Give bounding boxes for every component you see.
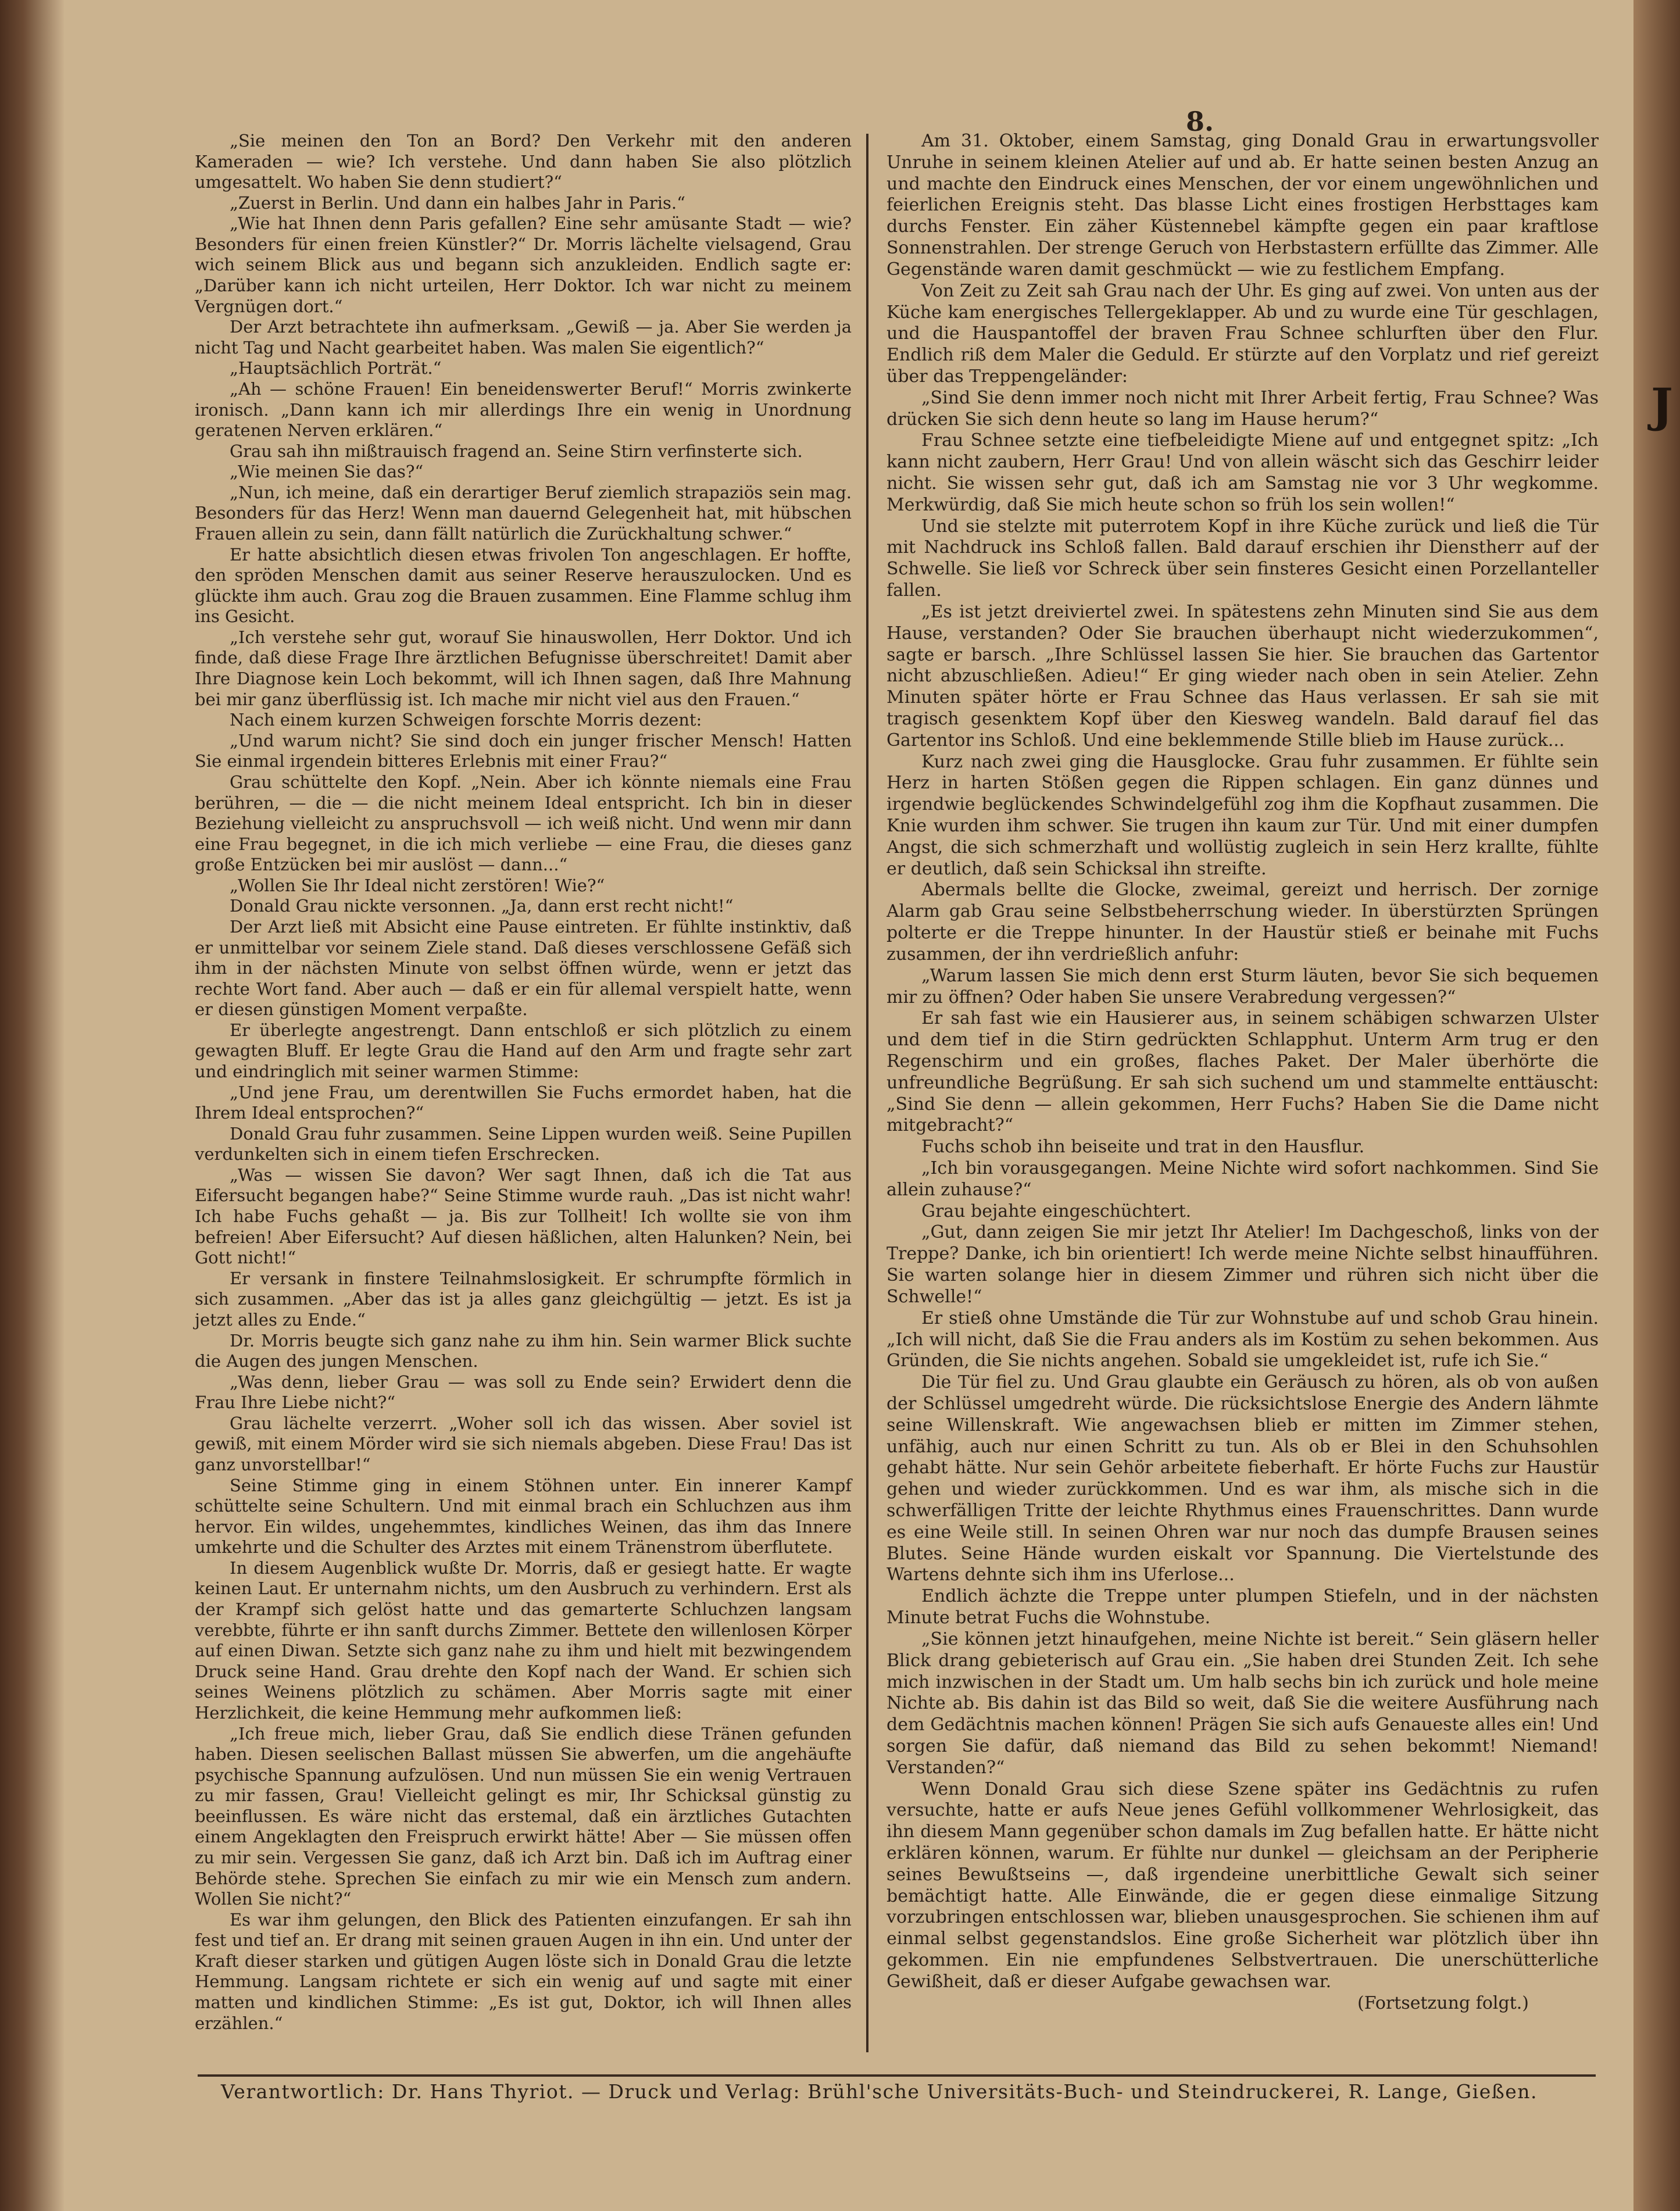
page-number: 8.: [1186, 106, 1214, 137]
paragraph: Er sah fast wie ein Hausierer aus, in seinem schäbigen schwarzen Ulster und dem tief in die Stirn gedrückten Schlapphut. Unterm Arm trug er den Regenschirm und ein großes, flaches Paket. Der Maler überhörte die unfreundliche Begrüßung. Er sah sich suchend um und stammelte enttäuscht: „Sind Sie denn — allein gekommen, Herr Fuchs? Haben Sie die Dame nicht mitgebracht?“: [887, 1008, 1599, 1136]
paragraph: Er überlegte angestrengt. Dann entschloß er sich plötzlich zu einem gewagten Bluff. Er legte Grau die Hand auf den Arm und fragte sehr zart und eindringlich mit seiner warmen Stimme:: [195, 1020, 852, 1082]
paragraph: „Und warum nicht? Sie sind doch ein junger frischer Mensch! Hatten Sie einmal irgendein bitteres Erlebnis mit einer Frau?“: [195, 730, 852, 771]
paragraph: „Ich verstehe sehr gut, worauf Sie hinauswollen, Herr Doktor. Und ich finde, daß diese Frage Ihre ärztlichen Befugnisse überschreitet! Damit aber Ihre Diagnose kein Loch bekommt, will ich Ihnen sagen, daß Ihre Mahnung bei mir ganz überflüssig ist. Ich mache mir nicht viel aus den Frauen.“: [195, 627, 852, 709]
paragraph: „Ah — schöne Frauen! Ein beneidenswerter Beruf!“ Morris zwinkerte ironisch. „Dann kann ich mir allerdings Ihre ein wenig in Unordnung geratenen Nerven erklären.“: [195, 378, 852, 441]
paragraph: „Es ist jetzt dreiviertel zwei. In spätestens zehn Minuten sind Sie aus dem Hause, verstanden? Oder Sie brauchen überhaupt nicht wiederzukommen“, sagte er barsch. „Ihre Schlüssel lassen Sie hier. Sie brauchen das Gartentor nicht abzuschließen. Adieu!“ Er ging wieder nach oben in sein Atelier. Zehn Minuten später hörte er Frau Schnee das Haus verlassen. Er sah sie mit tragisch gesenktem Kopf über den Kiesweg wandeln. Bald darauf fiel das Gartentor ins Schloß. Und eine beklemmende Stille blieb im Hause zurück...: [887, 601, 1599, 751]
paragraph: Wenn Donald Grau sich diese Szene später ins Gedächtnis zu rufen versuchte, hatte er aufs Neue jenes Gefühl vollkommener Wehrlosigkeit, das ihn diesem Mann gegenüber schon damals im Zug befallen hatte. Er hätte nicht erklären können, warum. Er fühlte nur dunkel — gleichsam an der Peripherie seines Bewußtseins —, daß irgendeine unerbittliche Gewalt sich seiner bemächtigt hatte. Alle Einwände, die er gegen diese einmalige Sitzung vorzubringen entschlossen war, blieben unausgesprochen. Sie schienen ihm auf einmal selbst gegenstandslos. Eine große Sicherheit war plötzlich über ihn gekommen. Ein nie empfundenes Selbstvertrauen. Die unerschütterliche Gewißheit, daß er dieser Aufgabe gewachsen war.: [887, 1778, 1599, 1992]
right-column: [887, 131, 1599, 2014]
paragraph: Endlich ächzte die Treppe unter plumpen Stiefeln, und in der nächsten Minute betrat Fuchs die Wohnstube.: [887, 1586, 1599, 1628]
paragraph: „Gut, dann zeigen Sie mir jetzt Ihr Atelier! Im Dachgeschoß, links von der Treppe? Danke, ich bin orientiert! Ich werde meine Nichte selbst hinaufführen. Sie warten solange hier in diesem Zimmer und rühren sich nicht über die Schwelle!“: [887, 1222, 1599, 1307]
paragraph: Abermals bellte die Glocke, zweimal, gereizt und herrisch. Der zornige Alarm gab Grau seine Selbstbeherrschung wieder. In überstürzten Sprüngen polterte er die Treppe hinunter. In der Haustür stieß er beinahe mit Fuchs zusammen, der ihn verdrießlich anfuhr:: [887, 880, 1599, 965]
paragraph: Fuchs schob ihn beiseite und trat in den Hausflur.: [921, 1137, 1365, 1158]
paragraph: Kurz nach zwei ging die Hausglocke. Grau fuhr zusammen. Er fühlte sein Herz in harten Stößen gegen die Rippen schlagen. Ein ganz dünnes und irgendwie beglückendes Schwindelgefühl zog ihm die Kopfhaut zusammen. Die Knie wurden ihm schwer. Sie trugen ihn kaum zur Tür. Und mit einer dumpfen Angst, die sich schmerzhaft und wollüstig zugleich in sein Herz krallte, fühlte er deutlich, daß sein Schicksal ihn streifte.: [887, 751, 1599, 879]
left-column: [195, 131, 852, 2034]
paragraph: „Zuerst in Berlin. Und dann ein halbes Jahr in Paris.“: [230, 192, 685, 213]
continued-note: (Fortsetzung folgt.): [1357, 1992, 1529, 2013]
paragraph: „Sie meinen den Ton an Bord? Den Verkehr mit den anderen Kameraden — wie? Ich verstehe. Und dann haben Sie also plötzlich umgesattelt. Wo haben Sie denn studiert?“: [195, 131, 852, 192]
paragraph: In diesem Augenblick wußte Dr. Morris, daß er gesiegt hatte. Er wagte keinen Laut. Er unternahm nichts, um den Ausbruch zu verhindern. Erst als der Krampf sich gelöst hatte und das gemarterte Schluchzen langsam verebbte, führte er ihn sanft durchs Zimmer. Bettete den willenlosen Körper auf einen Diwan. Setzte sich ganz nahe zu ihm und hielt mit bezwingendem Druck seine Hand. Grau drehte den Kopf nach der Wand. Er schien sich seines Weinens plötzlich zu schämen. Aber Morris sagte mit einer Herzlichkeit, die keine Hemmung mehr aufkommen ließ:: [195, 1558, 852, 1723]
paragraph: Und sie stelzte mit puterrotem Kopf in ihre Küche zurück und ließ die Tür mit Nachdruck ins Schloß fallen. Bald darauf erschien ihr Dienstherr auf der Schwelle. Sie ließ vor Schreck über sein finsteres Gesicht einen Porzellanteller fallen.: [887, 516, 1599, 601]
paragraph: Er versank in finstere Teilnahmslosigkeit. Er schrumpfte förmlich in sich zusammen. „Aber das ist ja alles ganz gleichgültig — jetzt. Es ist ja jetzt alles zu Ende.“: [195, 1268, 852, 1330]
paragraph: Am 31. Oktober, einem Samstag, ging Donald Grau in erwartungsvoller Unruhe in seinem kleinen Atelier auf und ab. Er hatte seinen besten Anzug an und machte den Eindruck eines Menschen, der vor einem ungewöhnlichen und feierlichen Ereignis steht. Das blasse Licht eines frostigen Herbsttages kam durchs Fenster. Ein zäher Küstennebel kämpfte gegen ein paar kraftlose Sonnenstrahlen. Der strenge Geruch von Herbstastern erfüllte das Zimmer. Alle Gegenstände waren damit geschmückt — wie zu festlichem Empfang.: [887, 131, 1599, 280]
paragraph: Er hatte absichtlich diesen etwas frivolen Ton angeschlagen. Er hoffte, den spröden Menschen damit aus seiner Reserve herauszulocken. Und es glückte ihm auch. Grau zog die Brauen zusammen. Eine Flamme schlug ihm ins Gesicht.: [195, 544, 852, 627]
paragraph: Grau schüttelte den Kopf. „Nein. Aber ich könnte niemals eine Frau berühren, — die — die nicht meinem Ideal entspricht. Ich bin in dieser Beziehung vielleicht zu anspruchsvoll — ich weiß nicht. Und wenn mir dann eine Frau begegnet, in die ich mich verliebe — eine Frau, die dieses ganz große Entzücken bei mir auslöst — dann...“: [195, 771, 852, 875]
paragraph: Donald Grau nickte versonnen. „Ja, dann erst recht nicht!“: [230, 896, 734, 916]
paragraph: Von Zeit zu Zeit sah Grau nach der Uhr. Es ging auf zwei. Von unten aus der Küche kam energisches Tellergeklapper. Ab und zu wurde eine Tür geschlagen, und die Hauspantoffel der braven Frau Schnee schlurften über den Flur. Endlich riß dem Maler die Geduld. Er stürzte auf den Vorplatz und rief gereizt über das Treppengeländer:: [887, 280, 1599, 387]
paragraph: Dr. Morris beugte sich ganz nahe zu ihm hin. Sein warmer Blick suchte die Augen des jungen Menschen.: [195, 1330, 852, 1371]
paragraph: „Nun, ich meine, daß ein derartiger Beruf ziemlich strapaziös sein mag. Besonders für das Herz! Wenn man dauernd Gelegenheit hat, mit hübschen Frauen allein zu sein, dann fällt natürlich die Zurückhaltung schwer.“: [195, 482, 852, 544]
paragraph: „Und jene Frau, um derentwillen Sie Fuchs ermordet haben, hat die Ihrem Ideal entsprochen?“: [195, 1082, 852, 1123]
paragraph: Grau lächelte verzerrt. „Woher soll ich das wissen. Aber soviel ist gewiß, mit einem Mörder wird sie sich niemals abgeben. Diese Frau! Das ist ganz unvorstellbar!“: [195, 1413, 852, 1474]
paragraph: Er stieß ohne Umstände die Tür zur Wohnstube auf und schob Grau hinein. „Ich will nicht, daß Sie die Frau anders als im Kostüm zu sehen bekommen. Aus Gründen, die Sie nichts angehen. Sobald sie umgekleidet ist, rufe ich Sie.“: [887, 1308, 1599, 1371]
column-divider: [866, 134, 868, 2052]
paragraph: „Sie können jetzt hinaufgehen, meine Nichte ist bereit.“ Sein gläsern heller Blick drang gebieterisch auf Grau ein. „Sie haben drei Stunden Zeit. Ich sehe mich inzwischen in der Stadt um. Um halb sechs bin ich zurück und hole meine Nichte ab. Bis dahin ist das Bild so weit, daß Sie die weitere Ausführung nach dem Gedächtnis machen können! Prägen Sie sich aufs Genaueste alles ein! Und sorgen Sie dafür, daß niemand das Bild zu sehen bekommt! Niemand! Verstanden?“: [887, 1628, 1599, 1778]
paragraph: „Ich freue mich, lieber Grau, daß Sie endlich diese Tränen gefunden haben. Diesen seelischen Ballast müssen Sie abwerfen, um die angehäufte psychische Spannung aufzulösen. Und nun müssen Sie ein wenig Vertrauen zu mir fassen, Grau! Vielleicht gelingt es mir, Ihr Schicksal günstig zu beeinflussen. Es wäre nicht das erstemal, daß ein ärztliches Gutachten einem Angeklagten den Freispruch erwirkt hätte! Aber — Sie müssen offen zu mir sein. Vergessen Sie ganz, daß ich Arzt bin. Daß ich im Auftrag einer Behörde stehe. Sprechen Sie einfach zu mir wie ein Mensch zum andern. Wollen Sie nicht?“: [195, 1723, 852, 1909]
paragraph: Frau Schnee setzte eine tiefbeleidigte Miene auf und entgegnet spitz: „Ich kann nicht zaubern, Herr Grau! Und von allein wäscht sich das Geschirr leider nicht. Sie wissen sehr gut, daß ich am Samstag nie vor 3 Uhr wegkomme. Merkwürdig, daß Sie mich heute schon so früh los sein wollen!“: [887, 430, 1599, 515]
paragraph: Der Arzt ließ mit Absicht eine Pause eintreten. Er fühlte instinktiv, daß er unmittelbar vor seinem Ziele stand. Daß dieses verschlossene Gefäß sich ihm in der nächsten Minute von selbst öffnen würde, wenn er jetzt das rechte Wort fand. Aber auch — daß er ein für allemal verspielt hatte, wenn er diesen günstigen Moment verpaßte.: [195, 916, 852, 1020]
paragraph: „Wollen Sie Ihr Ideal nicht zerstören! Wie?“: [230, 875, 605, 895]
paragraph: Der Arzt betrachtete ihn aufmerksam. „Gewiß — ja. Aber Sie werden ja nicht Tag und Nacht gearbeitet haben. Was malen Sie eigentlich?“: [195, 317, 852, 358]
paragraph: Nach einem kurzen Schweigen forschte Morris dezent:: [230, 710, 702, 730]
paragraph: „Sind Sie denn immer noch nicht mit Ihrer Arbeit fertig, Frau Schnee? Was drücken Sie sich denn heute so lang im Hause herum?“: [887, 387, 1599, 430]
paragraph: „Was — wissen Sie davon? Wer sagt Ihnen, daß ich die Tat aus Eifersucht begangen habe?“ Seine Stimme wurde rauh. „Das ist nicht wahr! Ich habe Fuchs gehaßt — ja. Bis zur Tollheit! Ich wollte sie von ihm befreien! Aber Eifersucht? Auf diesen häßlichen, alten Halunken? Nein, bei Gott nicht!“: [195, 1165, 852, 1268]
adjacent-page-edge: [1633, 0, 1680, 2211]
paragraph: „Warum lassen Sie mich denn erst Sturm läuten, bevor Sie sich bequemen mir zu öffnen? Oder haben Sie unsere Verabredung vergessen?“: [887, 965, 1599, 1008]
paragraph: „Wie meinen Sie das?“: [230, 462, 424, 482]
paragraph: Es war ihm gelungen, den Blick des Patienten einzufangen. Er sah ihn fest und tief an. Er drang mit seinen grauen Augen in ihn ein. Und unter der Kraft dieser starken und gütigen Augen löste sich in Donald Grau die letzte Hemmung. Langsam richtete er sich ein wenig auf und sagte mit einer matten und kindlichen Stimme: „Es ist gut, Doktor, ich will Ihnen alles erzählen.“: [195, 1909, 852, 2033]
paragraph: Donald Grau fuhr zusammen. Seine Lippen wurden weiß. Seine Pupillen verdunkelten sich in einem tiefen Erschrecken.: [195, 1123, 852, 1165]
paragraph: „Wie hat Ihnen denn Paris gefallen? Eine sehr amüsante Stadt — wie? Besonders für einen freien Künstler?“ Dr. Morris lächelte vielsagend, Grau wich seinem Blick aus und begann sich anzukleiden. Endlich sagte er: „Darüber kann ich nicht urteilen, Herr Doktor. Ich war nicht zu meinem Vergnügen dort.“: [195, 213, 852, 316]
paragraph: Seine Stimme ging in einem Stöhnen unter. Ein innerer Kampf schüttelte seine Schultern. Und mit einmal brach ein Schluchzen aus ihm hervor. Ein wildes, ungehemmtes, kindliches Weinen, das ihm das Innere umkehrte und die Schulter des Arztes mit einem Tränenstrom überflutete.: [195, 1475, 852, 1558]
imprint-line: Verantwortlich: Dr. Hans Thyriot. — Druck und Verlag: Brühl'sche Universitäts-Buch- und Steindruckerei, R. Lange, Gießen.: [221, 2080, 1538, 2103]
paragraph: „Ich bin vorausgegangen. Meine Nichte wird sofort nachkommen. Sind Sie allein zuhause?“: [887, 1158, 1599, 1200]
paragraph: Grau sah ihn mißtrauisch fragend an. Seine Stirn verfinsterte sich.: [230, 441, 803, 461]
paragraph: „Hauptsächlich Porträt.“: [230, 358, 442, 378]
paragraph: „Was denn, lieber Grau — was soll zu Ende sein? Erwidert denn die Frau Ihre Liebe nicht?“: [195, 1371, 852, 1413]
paragraph: Grau bejahte eingeschüchtert.: [921, 1201, 1192, 1221]
footer-rule: [198, 2074, 1596, 2077]
adjacent-page-fragment: J: [1651, 378, 1673, 433]
paragraph: Die Tür fiel zu. Und Grau glaubte ein Geräusch zu hören, als ob von außen der Schlüssel umgedreht würde. Die rücksichtslose Energie des Andern lähmte seine Willenskraft. Wie angewachsen blieb er mitten im Zimmer stehen, unfähig, auch nur einen Schritt zu tun. Als ob er Blei in den Schuhsohlen gehabt hätte. Nur sein Gehör arbeitete fieberhaft. Er hörte Fuchs zur Haustür gehen und wieder zurückkommen. Und es war ihm, als mische sich in die schwerfälligen Tritte der leichte Rhythmus eines Frauenschrittes. Dann wurde es eine Weile still. In seinen Ohren war nur noch das dumpfe Brausen seines Blutes. Seine Hände wurden eiskalt vor Spannung. Die Viertelstunde des Wartens dehnte sich ihm ins Uferlose...: [887, 1372, 1599, 1585]
